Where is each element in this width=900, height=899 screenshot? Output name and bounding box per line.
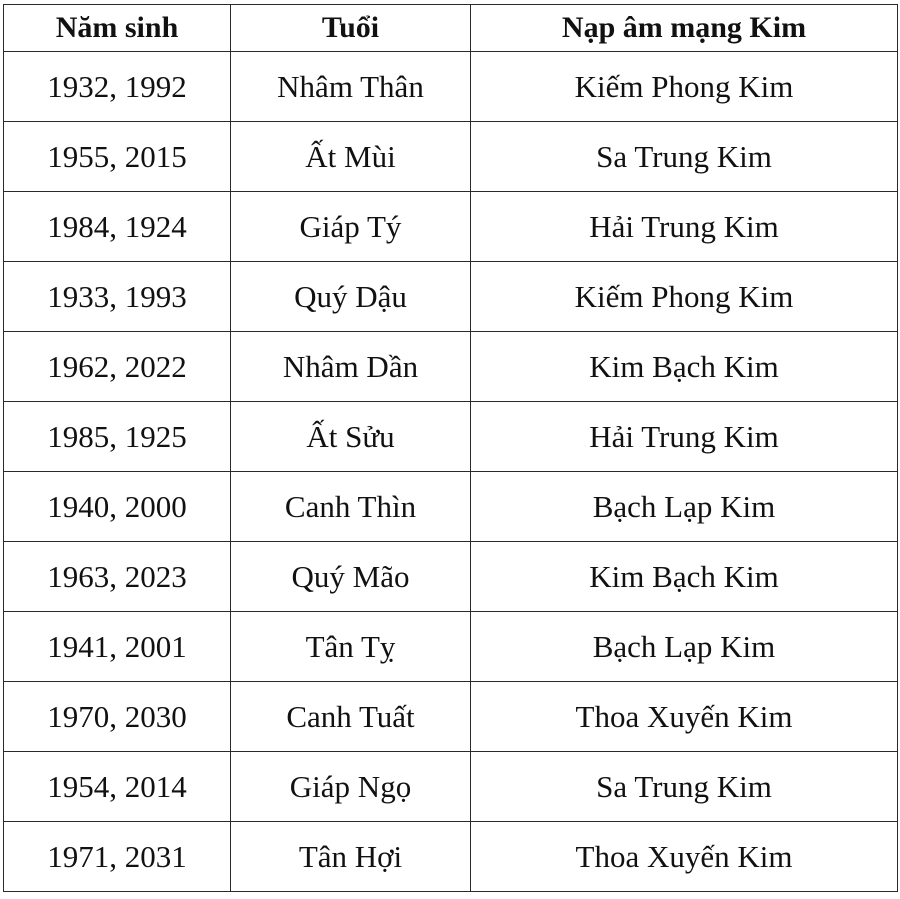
element-cell: Thoa Xuyến Kim	[471, 682, 898, 752]
element-cell: Hải Trung Kim	[471, 402, 898, 472]
element-cell: Hải Trung Kim	[471, 192, 898, 262]
table-body	[4, 52, 898, 892]
header-nam-sinh: Năm sinh	[4, 5, 231, 52]
table-row	[4, 612, 898, 682]
table-row	[4, 752, 898, 822]
header-tuoi: Tuổi	[231, 5, 471, 52]
element-cell: Kiếm Phong Kim	[471, 52, 898, 122]
year-cell: 1962, 2022	[4, 332, 231, 402]
year-cell: 1985, 1925	[4, 402, 231, 472]
age-cell: Ất Mùi	[231, 122, 471, 192]
year-cell: 1933, 1993	[4, 262, 231, 332]
table-header-row	[4, 5, 898, 52]
table-row	[4, 332, 898, 402]
table-row	[4, 822, 898, 892]
element-cell: Kim Bạch Kim	[471, 332, 898, 402]
table-row	[4, 542, 898, 612]
age-cell: Giáp Tý	[231, 192, 471, 262]
year-cell: 1941, 2001	[4, 612, 231, 682]
age-cell: Quý Dậu	[231, 262, 471, 332]
element-cell: Kim Bạch Kim	[471, 542, 898, 612]
age-cell: Nhâm Dần	[231, 332, 471, 402]
age-cell: Canh Tuất	[231, 682, 471, 752]
table-row	[4, 402, 898, 472]
age-cell: Tân Hợi	[231, 822, 471, 892]
year-cell: 1954, 2014	[4, 752, 231, 822]
nap-am-table	[3, 4, 898, 892]
year-cell: 1963, 2023	[4, 542, 231, 612]
age-cell: Nhâm Thân	[231, 52, 471, 122]
table-row	[4, 472, 898, 542]
year-cell: 1955, 2015	[4, 122, 231, 192]
table-row	[4, 262, 898, 332]
element-cell: Thoa Xuyến Kim	[471, 822, 898, 892]
year-cell: 1971, 2031	[4, 822, 231, 892]
element-cell: Sa Trung Kim	[471, 122, 898, 192]
table-row	[4, 122, 898, 192]
age-cell: Giáp Ngọ	[231, 752, 471, 822]
table-row	[4, 192, 898, 262]
age-cell: Ất Sửu	[231, 402, 471, 472]
element-cell: Kiếm Phong Kim	[471, 262, 898, 332]
table-row	[4, 52, 898, 122]
year-cell: 1940, 2000	[4, 472, 231, 542]
age-cell: Canh Thìn	[231, 472, 471, 542]
header-nap-am: Nạp âm mạng Kim	[471, 5, 898, 52]
age-cell: Tân Tỵ	[231, 612, 471, 682]
year-cell: 1932, 1992	[4, 52, 231, 122]
age-cell: Quý Mão	[231, 542, 471, 612]
element-cell: Bạch Lạp Kim	[471, 612, 898, 682]
element-cell: Sa Trung Kim	[471, 752, 898, 822]
year-cell: 1970, 2030	[4, 682, 231, 752]
table-row	[4, 682, 898, 752]
element-cell: Bạch Lạp Kim	[471, 472, 898, 542]
year-cell: 1984, 1924	[4, 192, 231, 262]
